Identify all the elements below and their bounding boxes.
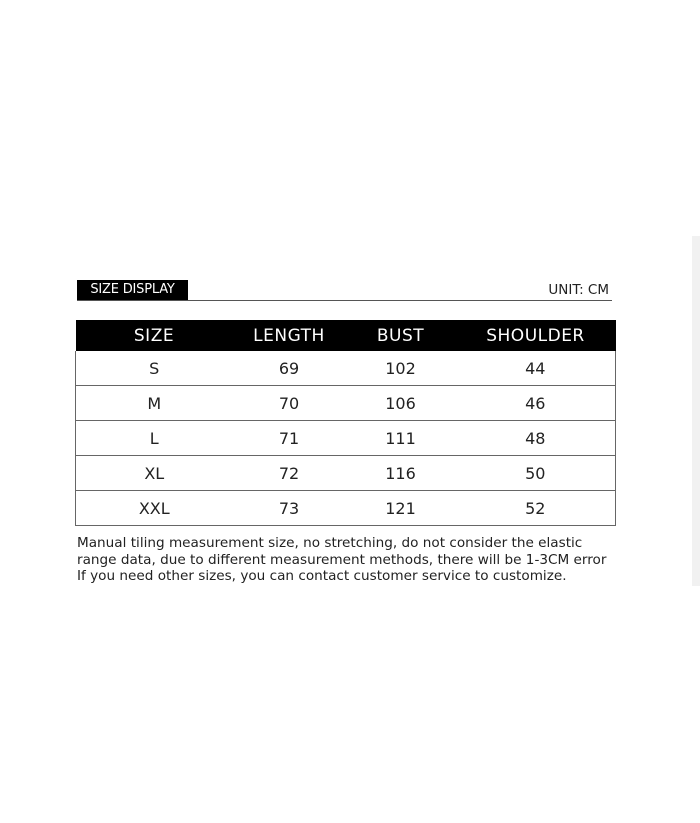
shoulder-cell: 44 (525, 358, 546, 378)
bust-cell: 102 (385, 358, 416, 378)
bust-cell: 121 (346, 491, 456, 526)
length-cell: 69 (278, 358, 300, 378)
table-header-row (76, 320, 616, 351)
table-row (76, 386, 616, 421)
size-cell: XL (76, 456, 233, 491)
scrollbar-track[interactable] (692, 236, 700, 586)
size-table (75, 320, 616, 526)
column-header-bust: BUST (346, 320, 456, 351)
length-cell: 73 (233, 491, 346, 526)
size-cell: M (76, 386, 233, 421)
size-cell: S (149, 358, 160, 378)
table-row (76, 491, 616, 526)
size-cell: XXL (76, 491, 233, 526)
column-header-shoulder: SHOULDER (456, 320, 616, 351)
shoulder-cell: 46 (456, 386, 616, 421)
shoulder-cell: 50 (456, 456, 616, 491)
length-cell: 72 (233, 456, 346, 491)
length-cell: 70 (233, 386, 346, 421)
bust-cell: 111 (346, 421, 456, 456)
size-chart-header (77, 280, 612, 301)
bust-cell: 106 (346, 386, 456, 421)
bust-cell: 116 (346, 456, 456, 491)
length-cell: 71 (233, 421, 346, 456)
measurement-note: Manual tiling measurement size, no stretching, do not consider the elastic range data, due to different measurement methods, there will be 1-3CM error If you need other sizes, you can contact customer service to customize. (77, 535, 607, 584)
column-header-length: LENGTH (233, 320, 346, 351)
shoulder-cell: 48 (456, 421, 616, 456)
size-display-label: SIZE DISPLAY (77, 280, 188, 300)
column-header-size: SIZE (76, 320, 233, 351)
table-row (76, 351, 616, 386)
table-row (76, 421, 616, 456)
unit-label: UNIT: CM (548, 282, 609, 298)
shoulder-cell: 52 (456, 491, 616, 526)
table-row (76, 456, 616, 491)
size-cell: L (76, 421, 233, 456)
